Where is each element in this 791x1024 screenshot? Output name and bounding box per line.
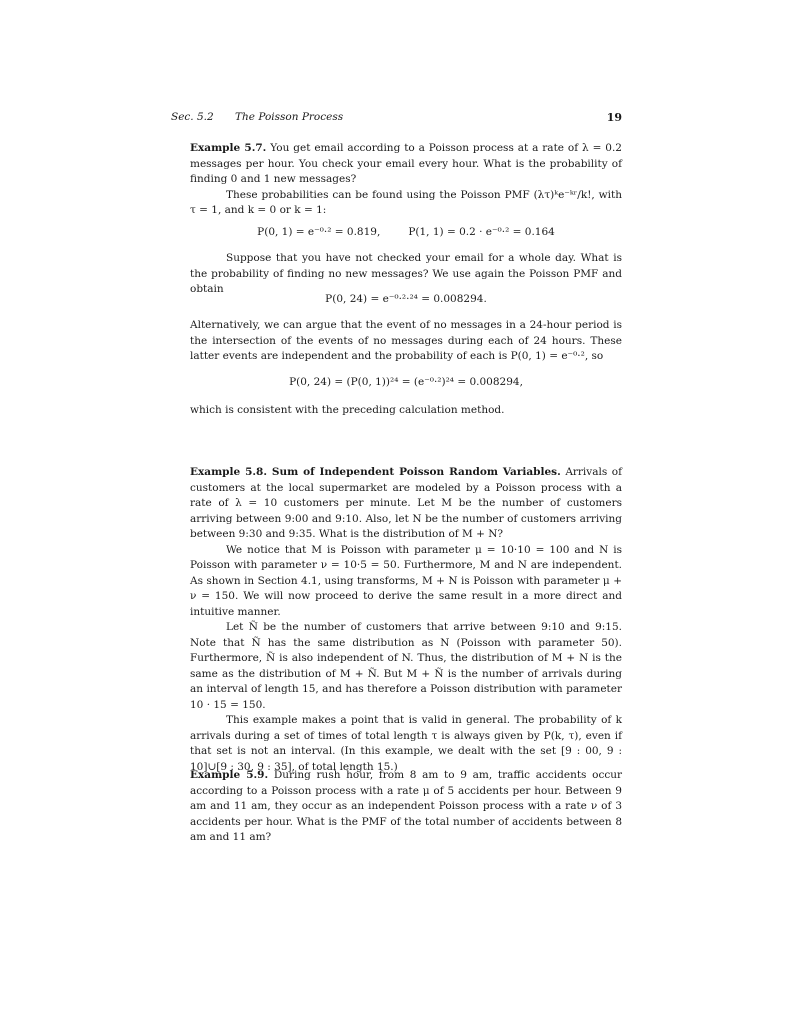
page-number: 19 [606,111,622,124]
example-5-7-para3-block [190,251,622,298]
example-5-8-text: Arrivals of customers at the local supermarket are modeled by a Poisson process with a rate of λ = 10 customers per minute. Let M be the number of customers arriving between 9:00 and 9:10. Also, let N be the number of customers arriving between 9:30 and 9:35. What is the distribution of M + N? [190,466,623,540]
example-5-7-para5-block [190,403,622,419]
example-5-8-para4: This example makes a point that is valid in general. The probability of k arrivals during a set of times of total length τ is always given by P(k, τ), even if that set is not an interval. (In this example, we dealt with the set [9 : 00, 9 : 10]∪[9 : 30, 9 : 35], of total length 15.) [190,714,622,773]
section-number: Sec. 5.2 [171,111,214,123]
example-5-9-text: During rush hour, from 8 am to 9 am, traffic accidents occur according to a Poisson process with a rate μ of 5 accidents per hour. Between 9 am and 11 am, they occur as an independent Poisson process with a rate ν of 3 accidents per hour. What is the PMF of the total number of accidents between 8 am and 11 am? [190,769,622,843]
example-5-8 [190,465,622,775]
equation-p01-p11 [190,226,622,238]
section-title: The Poisson Process [235,111,344,123]
example-5-8-para2: We notice that M is Poisson with parameter μ = 10·10 = 100 and N is Poisson with parameter ν = 10·5 = 50. Furthermore, M and N are independent. As shown in Section 4.1, using transforms, M + N is Poisson with parameter μ + ν = 150. We will now proceed to derive the same result in a more direct and intuitive manner. [190,543,622,618]
example-5-7-para2: These probabilities can be found using the Poisson PMF (λτ)ᵏe⁻ᵏʳ/k!, with τ = 1, and k = 0 or k = 1: [190,188,622,216]
example-5-7-label: Example 5.7. [190,142,267,154]
equation-p11: P(1, 1) = 0.2 · e⁻⁰·² = 0.164 [408,226,555,238]
example-5-7-intro [190,141,622,219]
example-5-7-para4: Alternatively, we can argue that the event of no messages in a 24-hour period is the intersection of the events of no messages during each of 24 hours. These latter events are independent and the probability of each is P(0, 1) = e⁻⁰·², so [190,319,622,362]
example-5-8-para3: Let Ñ be the number of customers that arrive between 9:10 and 9:15. Note that Ñ has the same distribution as N (Poisson with parameter 50). Furthermore, Ñ is also independent of N. Thus, the distribution of M + N is the same as the distribution of M + Ñ. But M + Ñ is the number of arrivals during an interval of length 15, and has therefore a Poisson distribution with parameter 10 · 15 = 150. [190,621,622,711]
equation-p024: P(0, 24) = e⁻⁰·²·²⁴ = 0.008294. [325,293,487,305]
example-5-7-para3: Suppose that you have not checked your email for a whole day. What is the probability of finding no new messages? We use again the Poisson PMF and obtain [190,252,622,295]
example-5-7-para4-block [190,318,622,365]
example-5-9-label: Example 5.9. [190,769,269,781]
equation-p024-alt: P(0, 24) = (P(0, 1))²⁴ = (e⁻⁰·²)²⁴ = 0.008294, [289,376,523,388]
example-5-7-para5: which is consistent with the preceding calculation method. [190,404,505,416]
example-5-9 [190,768,622,846]
example-5-7-text: You get email according to a Poisson process at a rate of λ = 0.2 messages per hour. You check your email every hour. What is the probability of finding 0 and 1 new messages? [190,142,622,185]
equation-p01: P(0, 1) = e⁻⁰·² = 0.819, [257,226,381,238]
running-header [171,111,622,127]
example-5-8-label: Example 5.8. Sum of Independent Poisson Random Variables. [190,466,561,478]
